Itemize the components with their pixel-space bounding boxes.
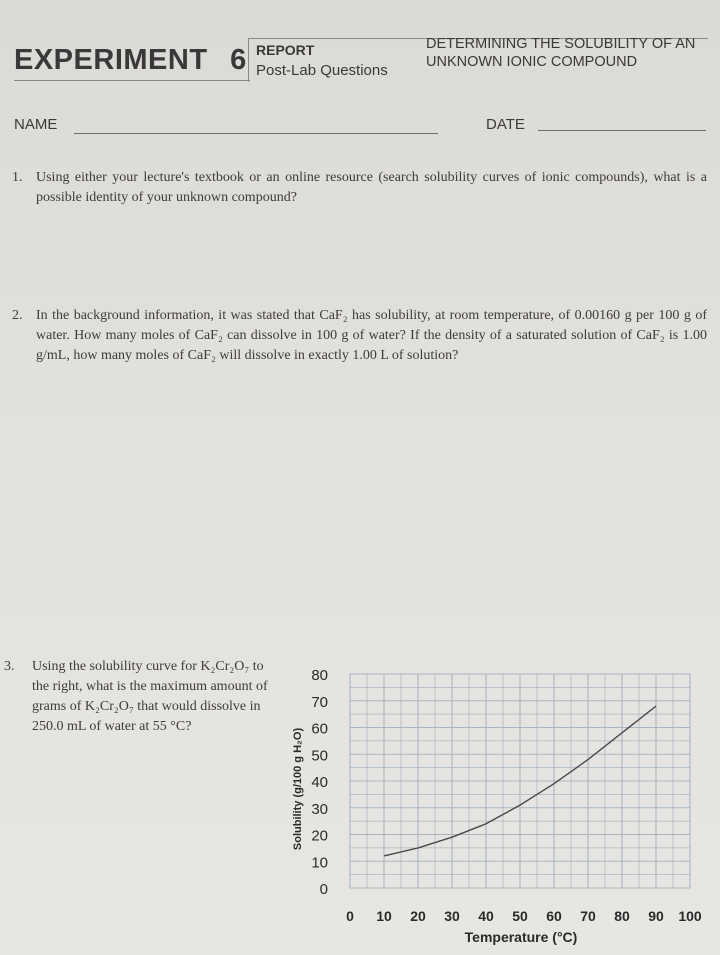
question-text: Using the solubility curve for K₂Cr₂O₇ to the right, what is the maximum amount of grams of K₂Cr₂O₇ that would dissolve in 250.0 mL of water at 55 °C? [32,659,268,734]
name-label: NAME [14,116,58,133]
experiment-name-line2: UNKNOWN IONIC COMPOUND [426,54,638,70]
y-tick-label: 0 [319,881,328,898]
x-tick-label: 20 [410,908,426,924]
y-tick-label: 40 [311,774,328,791]
y-tick-label: 80 [311,667,328,684]
x-axis-label: Temperature (°C) [464,929,578,945]
y-tick-label: 30 [311,800,328,818]
experiment-number: 6 [230,44,247,76]
x-tick-label: 40 [478,908,494,924]
x-tick-label: 60 [546,908,562,924]
x-tick-label: 100 [678,908,702,924]
question-text: Using either your lecture's textbook or an online resource (search solubility curves of ionic compounds), what is a possible identity of your unknown compound? [36,170,707,205]
report-label: REPORT [256,42,315,58]
x-tick-label: 30 [444,908,460,924]
question-3 [4,657,279,737]
x-axis-ticks [346,908,702,924]
solubility-chart [280,660,716,952]
report-subtitle: Post-Lab Questions [256,62,388,79]
date-label: DATE [486,116,525,133]
name-field[interactable] [74,133,438,134]
y-tick-label: 70 [311,693,328,711]
question-1 [12,168,707,208]
y-tick-label: 10 [311,854,328,872]
question-text: In the background information, it was stated that CaF₂ has solubility, at room temperature, of 0.00160 g per 100 g of water. How many moles of CaF₂ can dissolve in 100 g of water? If the density of a saturated solution of CaF₂ is 1.00 g/mL, how many moles of CaF₂ will dissolve in exactly 1.00 L of solution? [36,308,707,363]
date-field[interactable] [538,130,706,131]
y-tick-label: 60 [311,720,328,738]
x-tick-label: 0 [346,908,354,924]
chart-grid [350,674,690,888]
x-tick-label: 80 [614,908,630,924]
y-tick-label: 20 [311,827,328,845]
question-number: 3. [4,659,15,674]
experiment-label: EXPERIMENT [14,44,208,76]
question-number: 1. [12,170,23,185]
experiment-name-line1: DETERMINING THE SOLUBILITY OF AN [426,36,696,52]
y-axis-label: Solubility (g/100 g H₂O) [292,727,304,851]
question-2 [12,306,707,366]
header-rule-divider [248,38,249,82]
x-tick-label: 10 [376,908,392,924]
experiment-title [14,44,247,77]
x-tick-label: 50 [512,908,528,924]
x-tick-label: 70 [580,908,596,924]
y-tick-label: 50 [311,747,328,765]
x-tick-label: 90 [648,908,664,924]
header-rule-bottom [14,80,250,81]
y-axis-ticks [311,667,328,898]
question-number: 2. [12,308,23,323]
